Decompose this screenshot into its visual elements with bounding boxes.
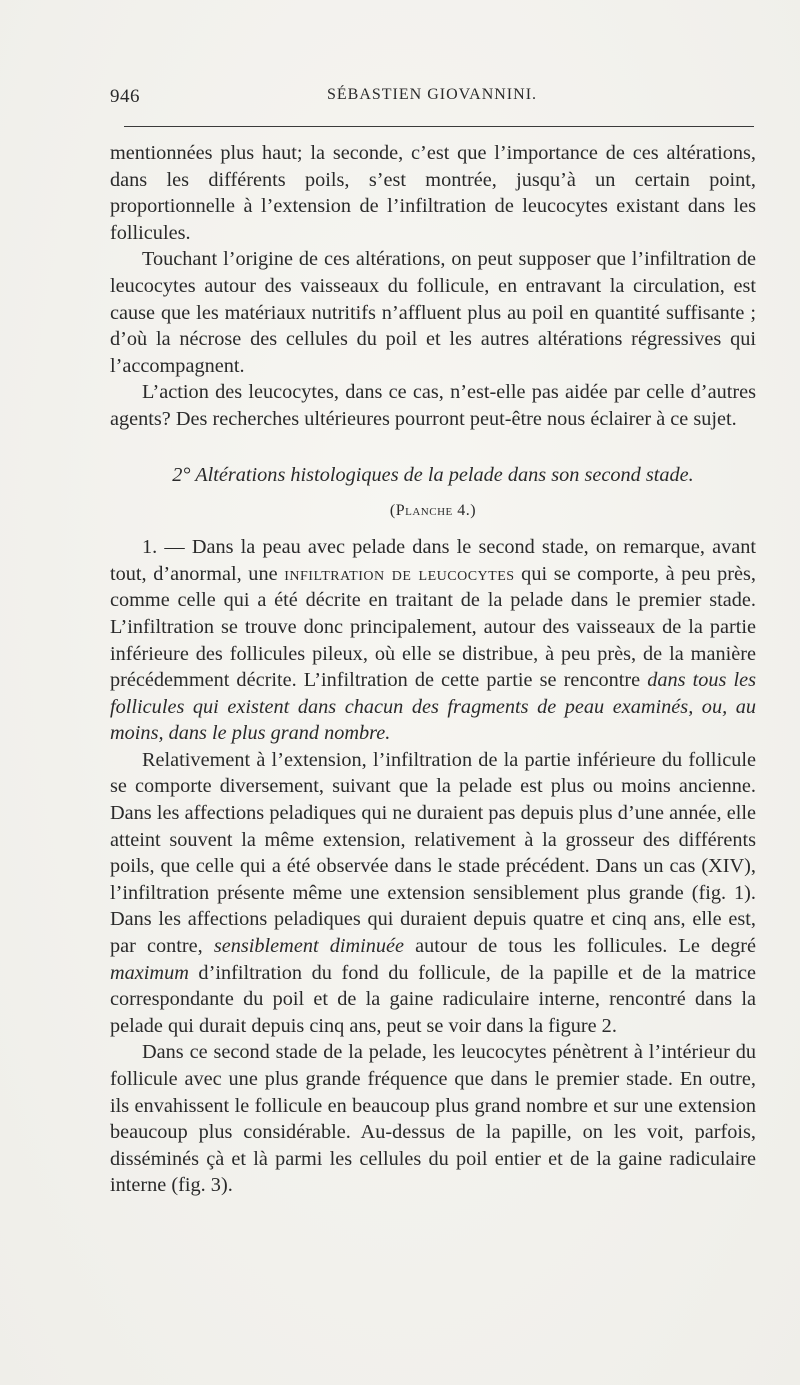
paragraph: L’action des leucocytes, dans ce cas, n’est-elle pas aidée par celle d’autres agents? Des recherches ultérieures pourront peut-être nous éclairer à ce sujet. [110, 381, 756, 430]
paragraph [110, 747, 756, 1040]
section-title: 2° Altérations histologiques de la pelade dans son second stade. [172, 463, 694, 486]
text-run: 1. — Dans la peau avec pelade dans le second stade, on remarque, avant tout, d’anormal, une [110, 536, 756, 585]
italic-emphasis: maximum [110, 961, 189, 984]
running-head: SÉBASTIEN GIOVANNINI. [326, 86, 538, 103]
body-text [110, 140, 756, 1199]
paragraph [110, 534, 756, 747]
paragraph-continuation: mentionnées plus haut; la seconde, c’est que l’importance de ces altérations, dans les différents poils, s’est montrée, jusqu’à un certain point, proportionnelle à l’extension de l’infiltration de leucocytes existant dans les follicules. [110, 142, 756, 244]
page-number: 946 [110, 86, 140, 107]
paragraph: Touchant l’origine de ces altérations, on peut supposer que l’infiltration de leucocytes autour des vaisseaux du follicule, en entravant la circulation, est cause que les matériaux nutritifs n’affluent plus au poil en quantité suffisante ; d’où la nécrose des cellules du poil et les autres altérations régressives qui l’accompagnent. [110, 248, 756, 377]
italic-emphasis: sensiblement diminuée [213, 935, 405, 958]
italic-emphasis: dans tous les follicules qui existent dans chacun des fragments de peau examinés, ou, au moins, dans le plus grand nombre. [110, 669, 757, 745]
page-header [110, 86, 754, 116]
header-rule [124, 126, 754, 127]
text-run: Relativement à l’extension, l’infiltration de la partie inférieure du follicule se comporte diversement, suivant que la pelade est plus ou moins ancienne. Dans les affections peladiques qui ne duraient pas depuis plus d’une année, elle atteint souvent la même extension, relativement à la grosseur des différents poils, que celle qui a été observée dans le stade précédent. Dans un cas (XIV), l’infiltration présente même une extension sensiblement plus grande (fig. 1). Dans les affections peladiques qui duraient depuis quatre et cinq ans, elle est, par contre, [110, 748, 756, 958]
paragraph: Dans ce second stade de la pelade, les leucocytes pénètrent à l’intérieur du follicule avec une plus grande fréquence que dans le premier stade. En outre, ils envahissent le follicule en beaucoup plus grand nombre et sur une extension beaucoup plus considérable. Au-dessus de la papille, on les voit, parfois, disséminés çà et là parmi les cellules du poil entier et de la gaine radiculaire interne (fig. 3). [110, 1041, 756, 1197]
plate-reference: (Planche 4.) [389, 502, 477, 520]
text-run: autour de tous les follicules. Le degré [404, 935, 756, 958]
small-caps-term: infiltration de leucocytes [284, 562, 515, 585]
text-run: qui se comporte, à peu près, comme celle qui a été décrite en traitant de la pelade dans le premier stade. L’infiltration se trouve donc principalement, autour des vaisseaux de la partie inférieure des follicules pileux, où elle se distribue, à peu près, de la manière précédemment décrite. L’infiltration de cette partie se rencontre [110, 562, 756, 692]
text-run: d’infiltration du fond du follicule, de la papille et de la matrice correspondante du poil et de la gaine radiculaire interne, rencontré dans la pelade qui durait depuis cinq ans, peut se voir dans la figure 2. [110, 961, 756, 1037]
